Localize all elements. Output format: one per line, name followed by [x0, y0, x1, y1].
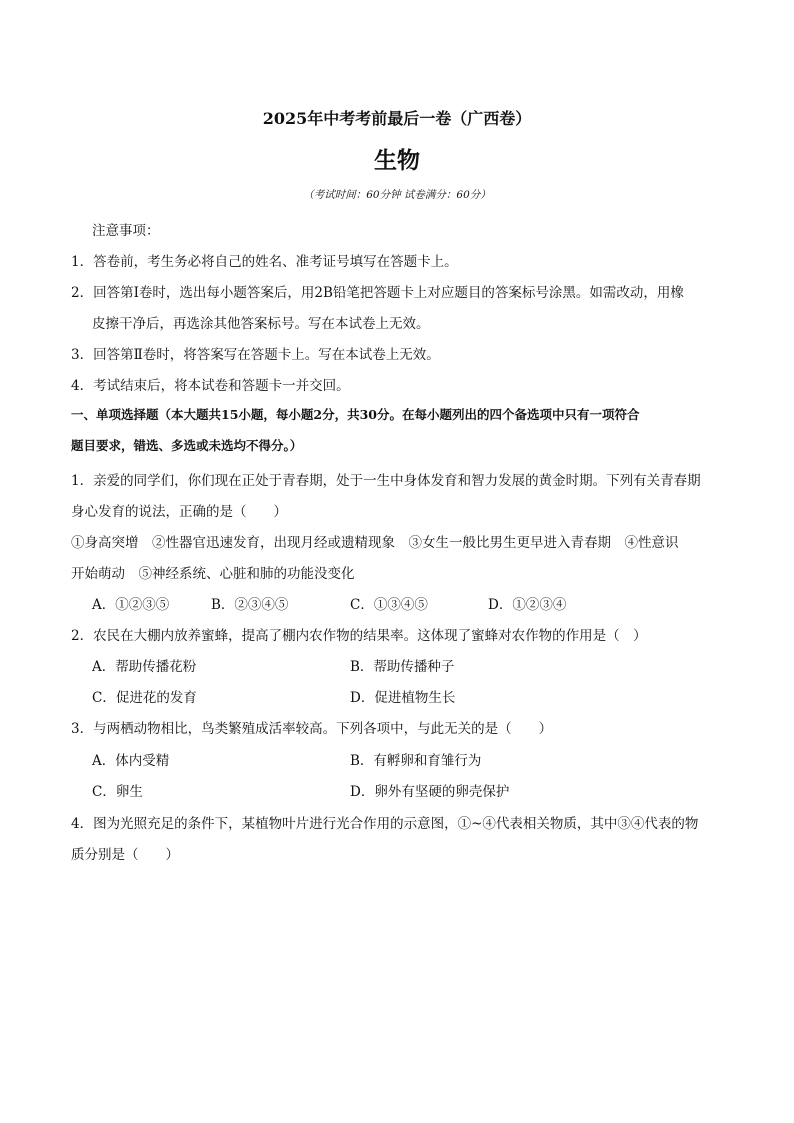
- question-3-stem: 3．与两栖动物相比，鸟类繁殖成活率较高。下列各项中，与此无关的是（ ）: [71, 721, 553, 737]
- note-item-continued: 皮擦干净后，再选涂其他答案标号。写在本试卷上无效。: [92, 316, 430, 332]
- notes-heading: 注意事项：: [92, 223, 160, 239]
- question-2-option-a: A．帮助传播花粉: [92, 659, 197, 675]
- question-1-option-a: A．①②③⑤: [92, 597, 170, 613]
- note-item: 1．答卷前，考生务必将自己的姓名、准考证号填写在答题卡上。: [71, 254, 458, 270]
- subject-title: 生物: [374, 147, 420, 174]
- question-4-stem: 质分别是（ ）: [71, 847, 179, 863]
- blank-figure-area: [71, 875, 721, 1095]
- question-2-option-d: D．促进植物生长: [350, 690, 456, 706]
- question-1-stem: 1．亲爱的同学们，你们现在正处于青春期，处于一生中身体发育和智力发展的黄金时期。下列有关青春期: [71, 473, 701, 489]
- question-1-stem: 开始萌动 ⑤神经系统、心脏和肺的功能没变化: [71, 566, 355, 582]
- question-1-stem: ①身高突增 ②性器官迅速发育，出现月经或遗精现象 ③女生一般比男生更早进入青春期 ④性意识: [71, 535, 679, 551]
- question-2-stem: 2．农民在大棚内放养蜜蜂，提高了棚内农作物的结果率。这体现了蜜蜂对农作物的作用是（ ）: [71, 628, 647, 644]
- question-3-option-b: B．有孵卵和育雏行为: [350, 753, 482, 769]
- question-1-option-d: D．①②③④: [488, 597, 567, 613]
- section-heading: 一、单项选择题（本大题共15小题，每小题2分，共30分。在每小题列出的四个备选项中只有一项符合: [71, 407, 640, 422]
- question-3-option-a: A．体内受精: [92, 753, 170, 769]
- question-3-option-d: D．卵外有坚硬的卵壳保护: [350, 784, 510, 800]
- exam-title: 2025年中考考前最后一卷（广西卷）: [262, 109, 532, 128]
- question-1-option-b: B．②③④⑤: [211, 597, 289, 613]
- question-4-stem: 4．图为光照充足的条件下，某植物叶片进行光合作用的示意图，①~④代表相关物质，其中③④代表的物: [71, 816, 699, 832]
- note-item: 3．回答第Ⅱ卷时，将答案写在答题卡上。写在本试卷上无效。: [71, 347, 440, 363]
- question-1-option-c: C．①③④⑤: [350, 597, 428, 613]
- question-2-option-b: B．帮助传播种子: [350, 659, 455, 675]
- note-item: 4．考试结束后，将本试卷和答题卡一并交回。: [71, 378, 350, 394]
- section-heading-continued: 题目要求，错选、多选或未选均不得分。）: [71, 438, 303, 453]
- question-3-option-c: C．卵生: [92, 784, 143, 800]
- exam-info: （考试时间：60分钟 试卷满分：60分）: [303, 189, 491, 201]
- question-1-stem: 身心发育的说法，正确的是（ ）: [71, 504, 287, 520]
- note-item: 2．回答第Ⅰ卷时，选出每小题答案后，用2B铅笔把答题卡上对应题目的答案标号涂黑。如需改动，用橡: [71, 285, 684, 301]
- question-2-option-c: C．促进花的发育: [92, 690, 197, 706]
